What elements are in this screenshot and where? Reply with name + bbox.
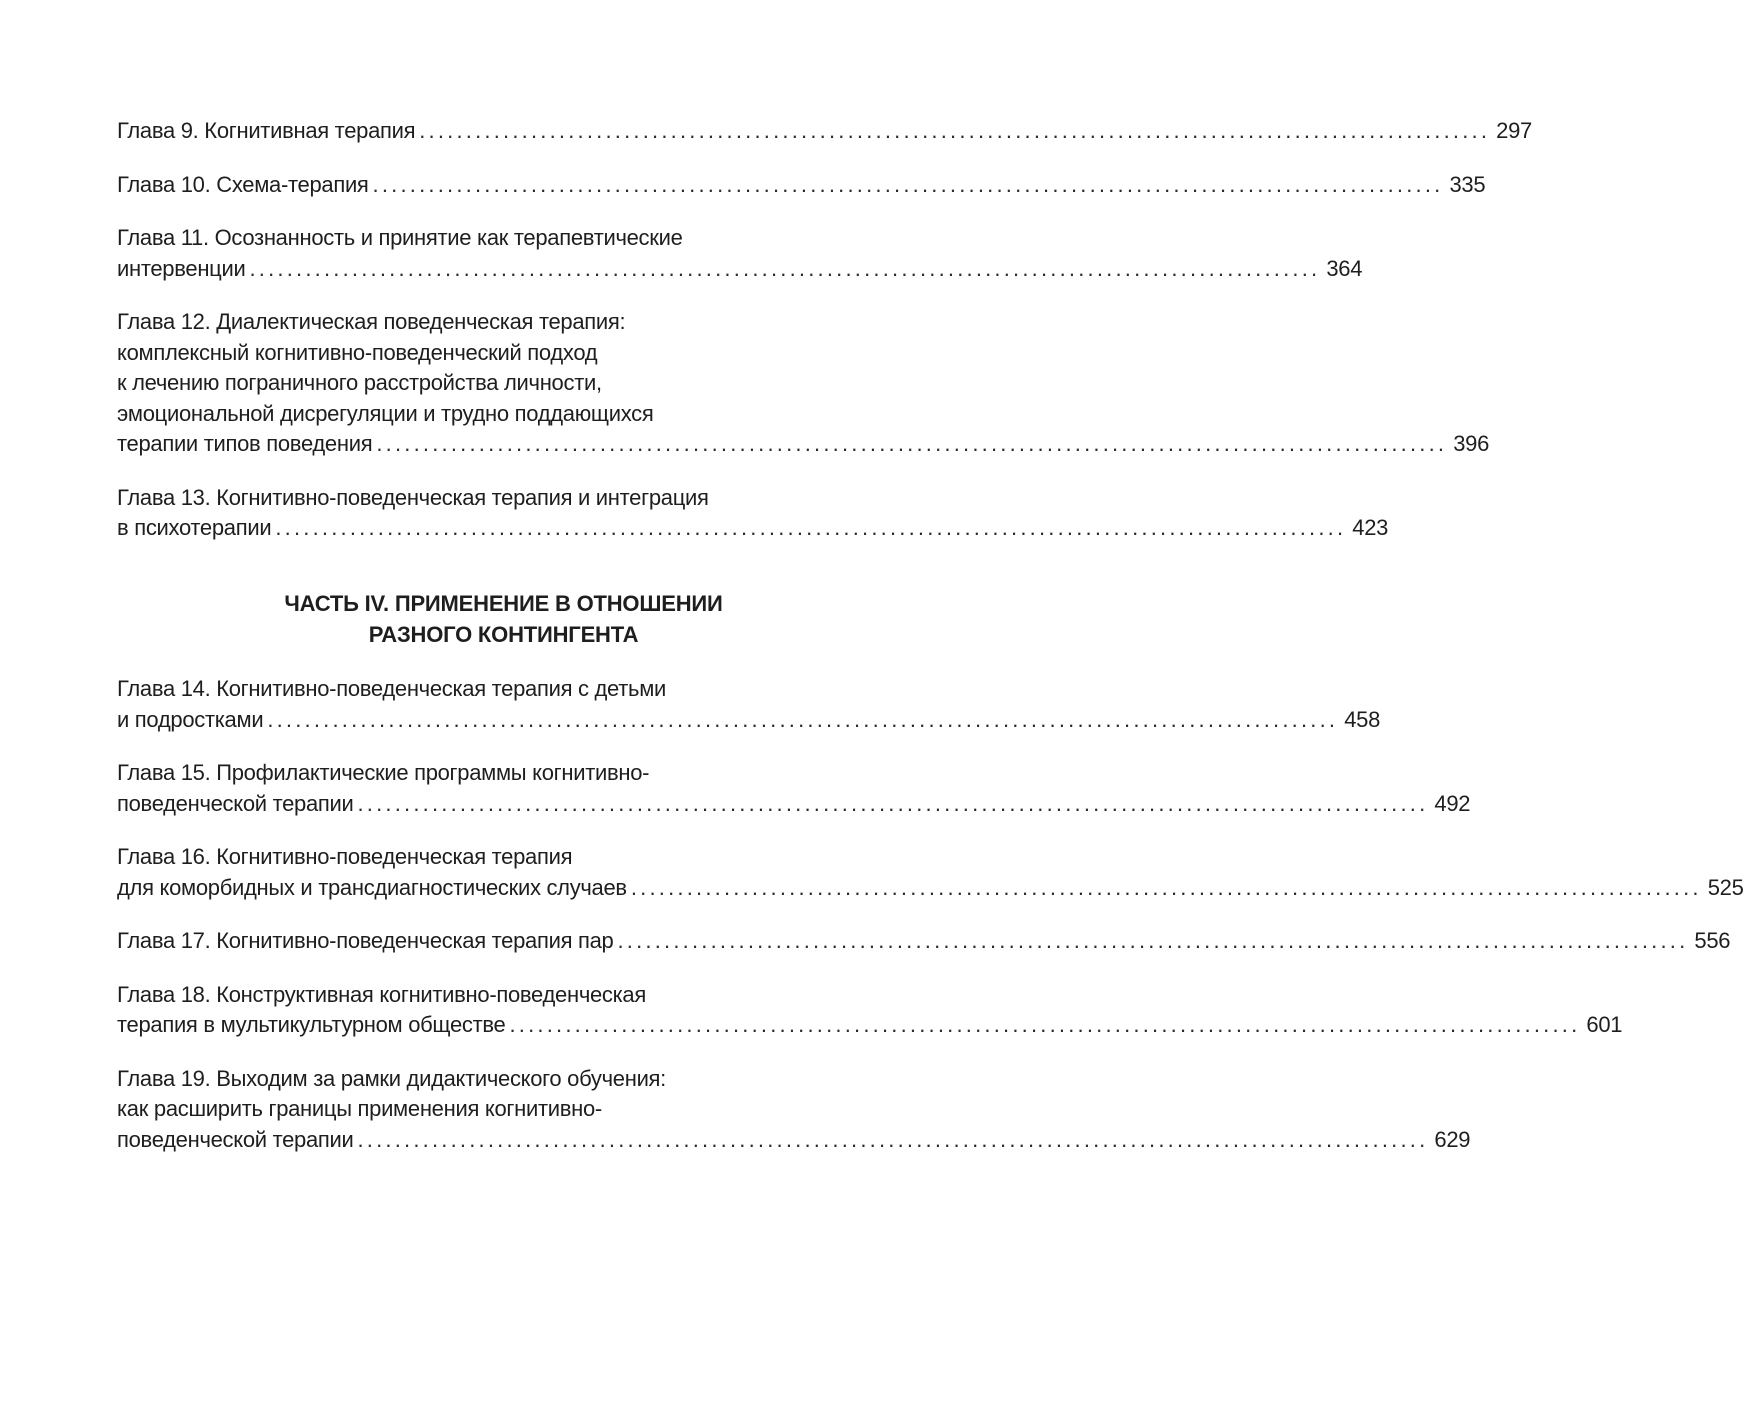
toc-entry-title-line: комплексный когнитивно-поведенческий подход xyxy=(117,339,598,365)
toc-entry-title: Глава 9. Когнитивная терапия xyxy=(117,118,416,143)
toc-entry-last-line xyxy=(117,513,1389,544)
toc-entry-title-line: Глава 12. Диалектическая поведенческая терапия: xyxy=(117,309,626,334)
toc-entry-chapter-17[interactable] xyxy=(117,926,1731,957)
toc-entry-last-line xyxy=(117,926,1731,957)
toc-entry-last-line xyxy=(117,1010,1623,1041)
toc-entry-chapter-16[interactable] xyxy=(117,842,1744,903)
dot-leader: ................................................................................................................... xyxy=(249,255,1321,281)
dot-leader: ................................................................................................................... xyxy=(376,431,1448,456)
toc-page-number: 601 xyxy=(1586,1012,1623,1037)
toc-upper-list xyxy=(117,116,1532,544)
toc-entry-title-end: поведенческой терапии xyxy=(117,790,354,816)
toc-page-number: 492 xyxy=(1434,790,1471,816)
toc-entry-last-line xyxy=(117,429,1490,460)
toc-entry-last-line xyxy=(117,873,1744,904)
toc-entry-chapter-19[interactable] xyxy=(117,1064,1471,1156)
part-heading-line-2: РАЗНОГО КОНТИНГЕНТА xyxy=(368,622,639,647)
toc-entry-title: Глава 17. Когнитивно-поведенческая терапия пар xyxy=(117,928,614,953)
toc-page-number: 396 xyxy=(1453,431,1490,456)
dot-leader: ................................................................................................................... xyxy=(372,171,1444,197)
toc-entry-title-end: поведенческой терапии xyxy=(117,1126,354,1152)
toc-page-number: 297 xyxy=(1496,118,1532,143)
dot-leader: ................................................................................................................... xyxy=(275,515,1347,540)
toc-entry-chapter-13[interactable] xyxy=(117,483,1389,544)
part-heading-line-1: ЧАСТЬ IV. ПРИМЕНЕНИЕ В ОТНОШЕНИИ xyxy=(284,591,723,616)
toc-page-number: 556 xyxy=(1694,928,1731,953)
toc-page-number: 629 xyxy=(1434,1126,1471,1152)
toc-entry-chapter-15[interactable] xyxy=(117,758,1471,819)
toc-entry-title-end: для коморбидных и трансдиагностических случаев xyxy=(117,874,627,900)
dot-leader: ................................................................................................................... xyxy=(509,1012,1581,1037)
toc-entry-chapter-12[interactable] xyxy=(117,307,1490,460)
toc-entry-chapter-9[interactable] xyxy=(117,116,1532,147)
toc-page-number: 423 xyxy=(1352,515,1389,540)
toc-entry-title-line: эмоциональной дисрегуляции и трудно поддающихся xyxy=(117,400,654,426)
dot-leader: ................................................................................................................... xyxy=(419,118,1491,143)
dot-leader: ................................................................................................................... xyxy=(617,928,1689,953)
toc-entry-title-end: и подростками xyxy=(117,706,264,732)
toc-page-number: 364 xyxy=(1326,255,1363,281)
toc-page-number: 458 xyxy=(1344,706,1381,732)
toc-entry-title-end: в психотерапии xyxy=(117,515,272,540)
dot-leader: ................................................................................................................... xyxy=(630,874,1702,900)
toc-entry-last-line xyxy=(117,705,1381,736)
dot-leader: ................................................................................................................... xyxy=(357,1126,1429,1152)
toc-lower-list xyxy=(117,674,1744,1155)
toc-entry-title: Глава 10. Схема-терапия xyxy=(117,171,369,197)
toc-entry-title-line: Глава 13. Когнитивно-поведенческая терапия и интеграция xyxy=(117,484,709,510)
toc-entry-title-line: Глава 14. Когнитивно-поведенческая терапия с детьми xyxy=(117,676,667,701)
toc-page-number: 335 xyxy=(1449,171,1486,197)
part-heading xyxy=(117,588,890,650)
toc-entry-chapter-11[interactable] xyxy=(117,223,1363,284)
toc-entry-last-line xyxy=(117,1125,1471,1156)
toc-entry-title-line: Глава 18. Конструктивная когнитивно-поведенческая xyxy=(117,981,646,1007)
toc-page-number: 525 xyxy=(1707,874,1744,900)
toc-entry-last-line xyxy=(117,789,1471,820)
toc-entry-title-end: терапия в мультикультурном обществе xyxy=(117,1012,506,1037)
toc-entry-last-line xyxy=(117,170,1486,201)
toc-entry-chapter-14[interactable] xyxy=(117,674,1381,735)
toc-entry-title-line: как расширить границы применения когнитивно- xyxy=(117,1096,602,1121)
toc-entry-chapter-10[interactable] xyxy=(117,170,1486,201)
toc-entry-title-line: Глава 15. Профилактические программы когнитивно- xyxy=(117,760,650,785)
toc-entry-title-line: Глава 11. Осознанность и принятие как терапевтические xyxy=(117,225,683,250)
toc-entry-title-end: интервенции xyxy=(117,255,246,281)
toc-entry-last-line xyxy=(117,254,1363,285)
toc-entry-title-line: Глава 19. Выходим за рамки дидактического обучения: xyxy=(117,1065,666,1091)
dot-leader: ................................................................................................................... xyxy=(267,706,1339,732)
toc-entry-title-line: Глава 16. Когнитивно-поведенческая терапия xyxy=(117,844,573,869)
toc-entry-chapter-18[interactable] xyxy=(117,980,1623,1041)
toc-entry-title-end: терапии типов поведения xyxy=(117,431,373,456)
toc-entry-title-line: к лечению пограничного расстройства личности, xyxy=(117,370,602,395)
toc-entry-last-line xyxy=(117,116,1532,147)
dot-leader: ................................................................................................................... xyxy=(357,790,1429,816)
